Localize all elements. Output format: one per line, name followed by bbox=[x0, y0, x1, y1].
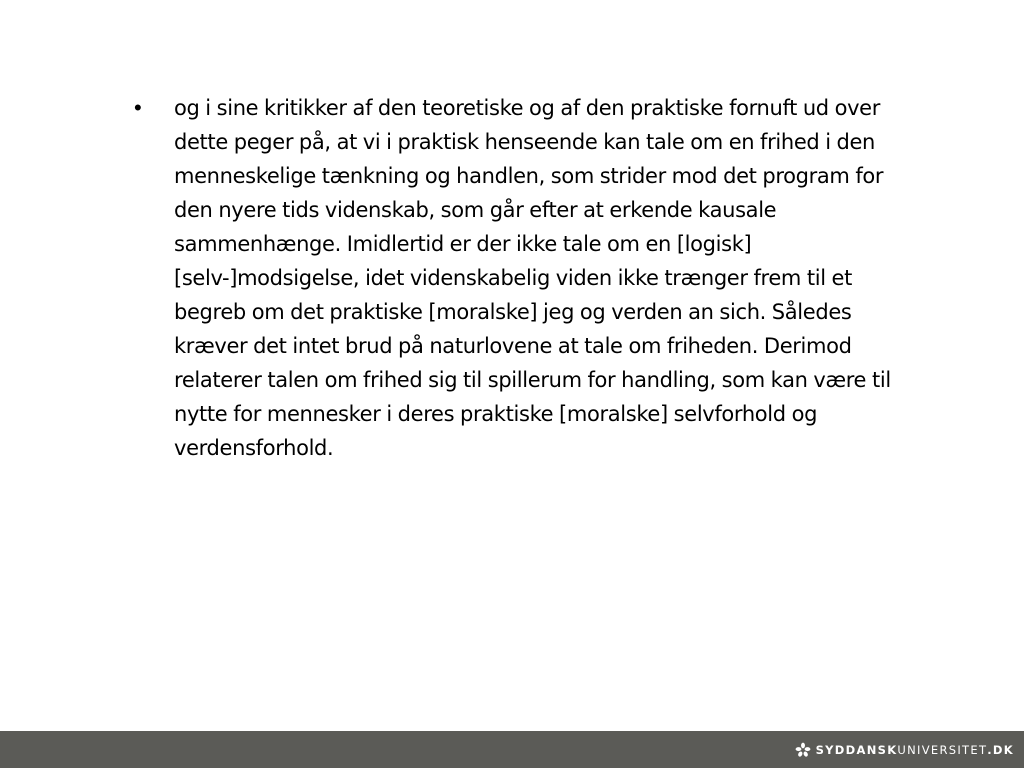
bullet-marker: • bbox=[134, 95, 142, 120]
footer-bar bbox=[0, 731, 1024, 768]
bullet-text: og i sine kritikker af den teoretiske og af den praktiske fornuft ud over dette peger på, at vi i praktisk henseende kan tale om en frihed i den menneskelige tænkning og handlen, som strider mod det program for den nyere tids videnskab, som går efter at erkende kausale sammenhænge. Imidlertid er der ikke tale om en [logisk] [selv-]modsigelse, idet videnskabelig viden ikke trænger frem til et begreb om det praktiske [moralske] jeg og verden an sich. Således kræver det intet brud på naturlovene at tale om friheden. Derimod relaterer talen om frihed sig til spillerum for handling, som kan være til nytte for mennesker i deres praktiske [moralske] selvforhold og verdensforhold. bbox=[174, 96, 891, 460]
brand-part1: SYDDANSK bbox=[815, 743, 898, 757]
flower-icon bbox=[794, 741, 812, 759]
brand-part3: .DK bbox=[987, 743, 1014, 757]
brand-part2: UNIVERSITET bbox=[897, 743, 988, 757]
bullet-item bbox=[134, 91, 914, 465]
slide-body bbox=[134, 91, 914, 465]
brand-wordmark bbox=[816, 743, 1014, 757]
university-logo bbox=[794, 739, 1014, 761]
